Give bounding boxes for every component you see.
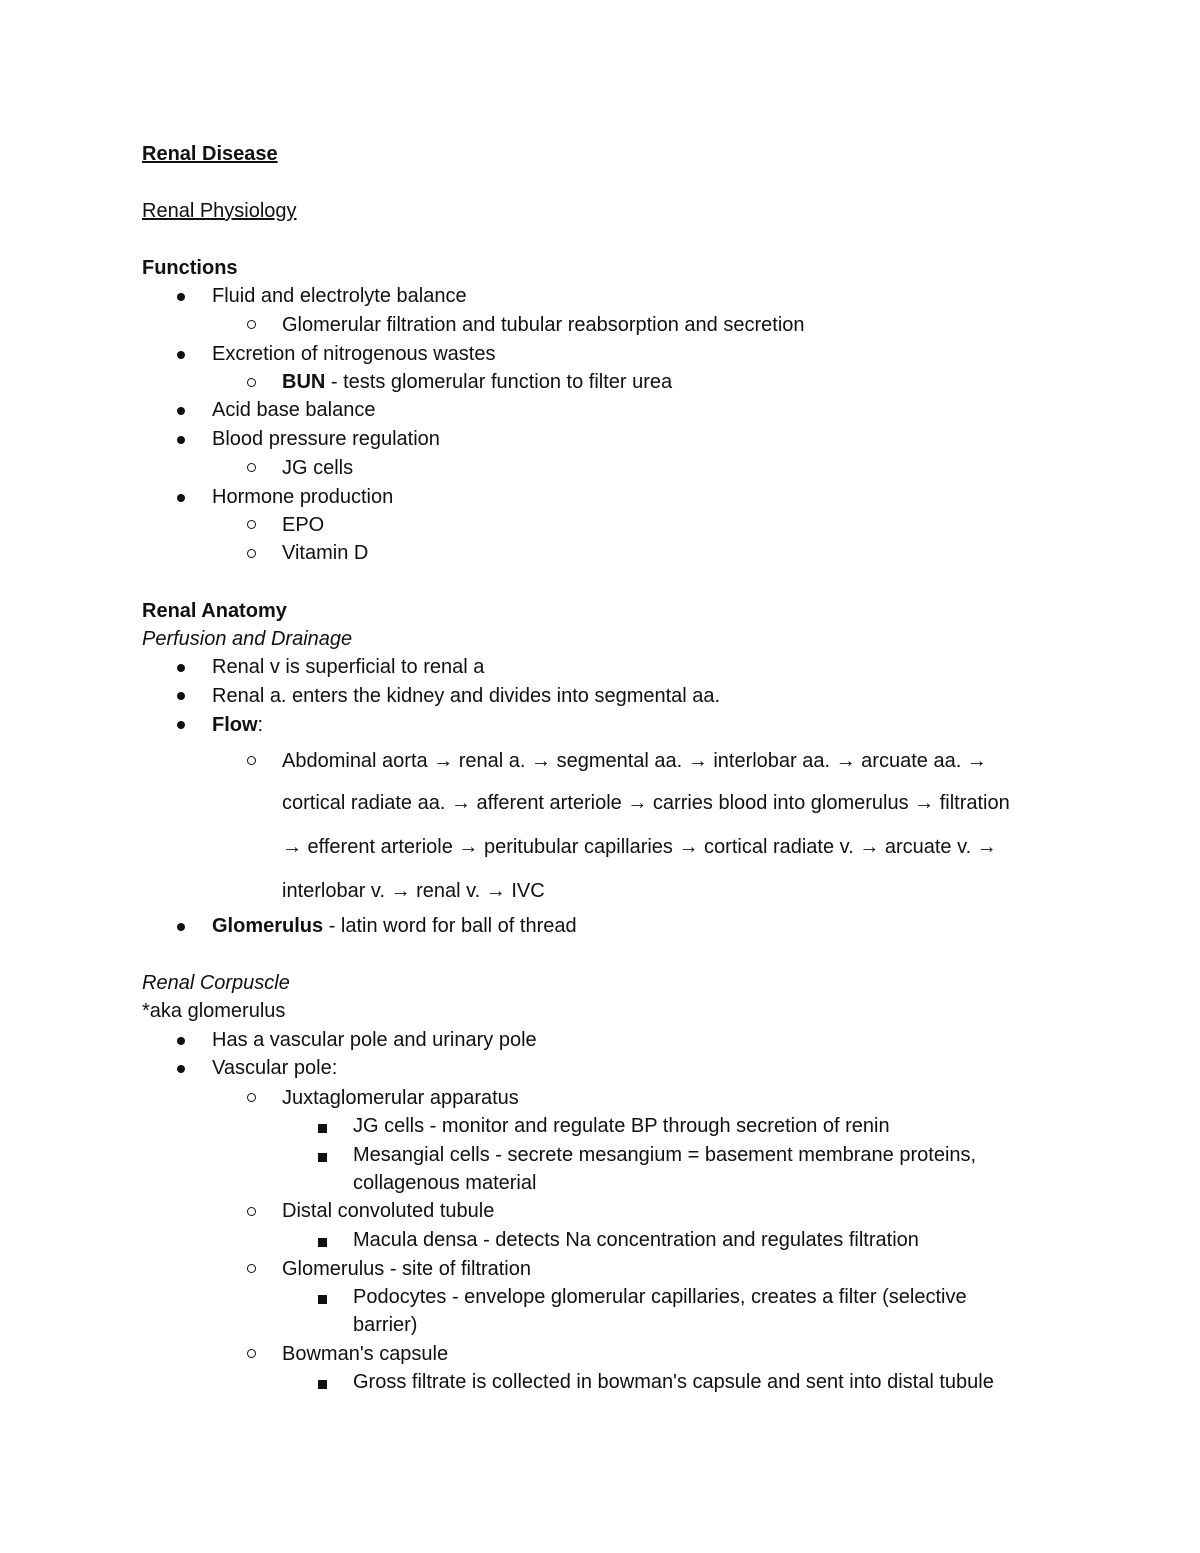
bullet-disc bbox=[177, 721, 185, 729]
bullet-disc bbox=[177, 407, 185, 415]
bullet-square bbox=[318, 1124, 327, 1133]
flow-line: → efferent arteriole → peritubular capillaries → cortical radiate v. → arcuate v. → bbox=[282, 836, 997, 858]
bullet-disc bbox=[177, 494, 185, 502]
list-subitem: Distal convoluted tubule bbox=[282, 1200, 495, 1222]
list-subitem: Glomerular filtration and tubular reabsorption and secretion bbox=[282, 314, 805, 336]
list-item: Fluid and electrolyte balance bbox=[212, 285, 467, 307]
bullet-circle bbox=[247, 1349, 256, 1358]
flow-line: Abdominal aorta → renal a. → segmental aa. → interlobar aa. → arcuate aa. → bbox=[282, 750, 987, 772]
bullet-circle bbox=[247, 1207, 256, 1216]
flow-line: interlobar v. → renal v. → IVC bbox=[282, 880, 545, 902]
list-subitem: Glomerulus - site of filtration bbox=[282, 1258, 531, 1280]
flow-colon: : bbox=[257, 714, 264, 736]
bullet-square bbox=[318, 1153, 327, 1162]
bullet-disc bbox=[177, 351, 185, 359]
functions-heading: Functions bbox=[142, 257, 238, 279]
list-subitem: Juxtaglomerular apparatus bbox=[282, 1087, 519, 1109]
bullet-circle bbox=[247, 520, 256, 529]
list-subsubitem: JG cells - monitor and regulate BP through secretion of renin bbox=[353, 1115, 890, 1137]
list-item: Renal a. enters the kidney and divides into segmental aa. bbox=[212, 685, 721, 707]
flow-line: cortical radiate aa. → afferent arteriole → carries blood into glomerulus → filtration bbox=[282, 792, 1010, 814]
bullet-disc bbox=[177, 1037, 185, 1045]
list-item bbox=[212, 713, 263, 737]
list-item: Hormone production bbox=[212, 486, 394, 508]
bullet-circle bbox=[247, 1093, 256, 1102]
anatomy-heading: Renal Anatomy bbox=[142, 600, 287, 622]
bullet-square bbox=[318, 1295, 327, 1304]
bullet-circle bbox=[247, 1264, 256, 1273]
list-item: Acid base balance bbox=[212, 399, 376, 421]
list-item: Excretion of nitrogenous wastes bbox=[212, 343, 496, 365]
list-subitem: JG cells bbox=[282, 457, 354, 479]
anatomy-subheading: Perfusion and Drainage bbox=[142, 628, 353, 650]
corpuscle-aka: *aka glomerulus bbox=[142, 1000, 286, 1022]
list-item: Blood pressure regulation bbox=[212, 428, 440, 450]
list-item: Renal v is superficial to renal a bbox=[212, 656, 485, 678]
list-subsubitem-continuation: barrier) bbox=[353, 1314, 418, 1336]
list-item: Vascular pole: bbox=[212, 1057, 338, 1079]
bullet-circle bbox=[247, 320, 256, 329]
list-subsubitem: Podocytes - envelope glomerular capillaries, creates a filter (selective bbox=[353, 1286, 967, 1308]
bullet-circle bbox=[247, 463, 256, 472]
section-subtitle: Renal Physiology bbox=[142, 200, 297, 222]
list-subitem bbox=[282, 370, 672, 394]
bullet-disc bbox=[177, 436, 185, 444]
term-bun-desc: - tests glomerular function to filter urea bbox=[325, 371, 673, 393]
bullet-circle bbox=[247, 378, 256, 387]
list-item bbox=[212, 914, 577, 938]
list-subsubitem: Macula densa - detects Na concentration and regulates filtration bbox=[353, 1229, 919, 1251]
list-subsubitem: Mesangial cells - secrete mesangium = basement membrane proteins, bbox=[353, 1144, 977, 1166]
bullet-disc bbox=[177, 923, 185, 931]
bullet-disc bbox=[177, 1065, 185, 1073]
bullet-disc bbox=[177, 293, 185, 301]
term-glomerulus-desc: - latin word for ball of thread bbox=[323, 915, 577, 937]
document-title: Renal Disease bbox=[142, 143, 278, 165]
list-item: Has a vascular pole and urinary pole bbox=[212, 1029, 537, 1051]
bullet-disc bbox=[177, 692, 185, 700]
list-subitem: Bowman's capsule bbox=[282, 1343, 449, 1365]
bullet-square bbox=[318, 1380, 327, 1389]
bullet-disc bbox=[177, 664, 185, 672]
bullet-circle bbox=[247, 756, 256, 765]
term-bun: BUN bbox=[282, 371, 326, 393]
list-subitem: Vitamin D bbox=[282, 542, 369, 564]
bullet-square bbox=[318, 1238, 327, 1247]
flow-label: Flow bbox=[212, 714, 258, 736]
corpuscle-heading: Renal Corpuscle bbox=[142, 972, 290, 994]
bullet-circle bbox=[247, 549, 256, 558]
list-subsubitem-continuation: collagenous material bbox=[353, 1172, 537, 1194]
list-subitem: EPO bbox=[282, 514, 325, 536]
term-glomerulus: Glomerulus bbox=[212, 915, 324, 937]
list-subsubitem: Gross filtrate is collected in bowman's capsule and sent into distal tubule bbox=[353, 1371, 994, 1393]
